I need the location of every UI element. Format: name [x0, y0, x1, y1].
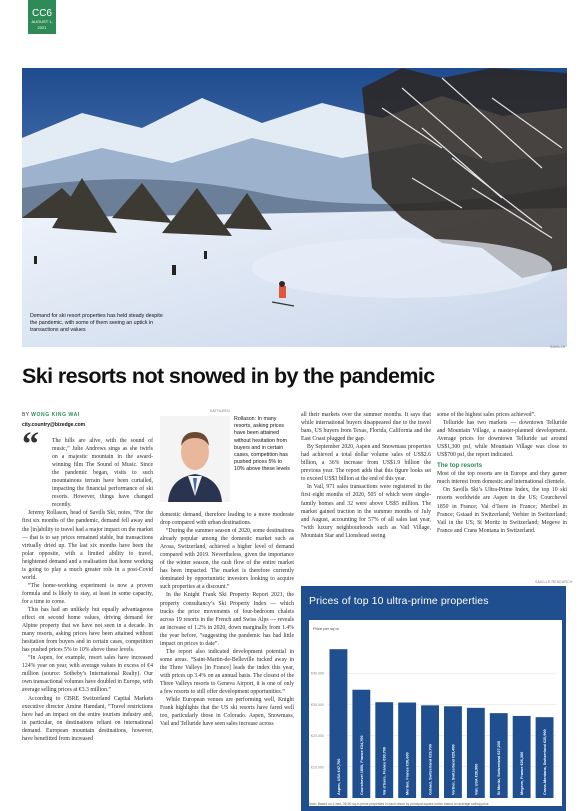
bar-chart — [309, 620, 562, 806]
y-tick-label: €20,000 — [311, 734, 324, 739]
paragraph: By September 2020, Aspen and Snowmass properties had achieved a total dollar volume sales of US$2.6 billion, a 36% increase from US$1.9 billion the previous year. The report adds that this figure looks set to exceed US$3 billion at the end of this year. — [301, 444, 431, 483]
photo-credit: SAVILLS — [550, 345, 566, 349]
page-tag — [28, 0, 56, 34]
bar-label: Megeve, France €26,300 — [520, 751, 525, 795]
column-1 — [22, 437, 153, 743]
byline-author: WONG KING WAI — [31, 412, 80, 418]
paragraph: The report also indicated development potential in some areas. “Saint-Martin-de-Belleville tucked away in the Three Valleys [in France] leads the index this year, with prices up 3.4% on an annual basis. The closest of the Three Valleys resorts to Geneva Airport, it is one of only a few resorts to still offer development opportunities.” — [160, 648, 294, 696]
paragraph: In Vail, 971 sales transactions were registered in the first eight months of 2020, 505 of which were single-family homes and 32 were above US$5 million. The market gained traction in the summer months of July and August, accounting for 57% of all sales last year, “with luxury neighbourhoods such as Vail Village, Mountain Star and Lionshead seeing — [301, 484, 431, 539]
paragraph: This has had an unlikely but equally advantageous effect on second home values, driving demand for Alpine property that we have not seen in a decade. In many resorts, asking prices have been attained without hesitation from buyers and in certain cases, competition has pushed prices 5% to 10% above these levels. — [22, 606, 153, 654]
chart-title: Prices of top 10 ultra-prime properties — [309, 595, 489, 607]
bar-label: Aspen, USA €47,700 — [336, 758, 341, 795]
paragraph: The hills are alive, with the sound of music,” Julie Andrews sings as she twirls on a majestic mountain in the award-winning film The Sound of Music. Since the pandemic began, visits to such mountainous terrain have been curtailed, impacting the financial performance of ski resorts. However, things have changed recently. — [52, 438, 153, 509]
column-2 — [160, 511, 294, 728]
ski-resort-photo — [22, 68, 567, 347]
chart-credit: SAVILLS RESEARCH — [535, 580, 573, 584]
chart-note: Note: Based on 4-bed, 35-50 sq m prime properties in each resort by principal square metre based on average selling price — [309, 802, 489, 806]
column-4 — [437, 411, 567, 535]
bar-label: Courchevel 1850, France €34,700 — [359, 735, 364, 795]
y-tick-label: €30,000 — [311, 702, 324, 707]
byline-prefix: BY — [22, 412, 32, 418]
bar-label: Vail, USA €28,900 — [474, 763, 479, 795]
bar-label: Crans-Montana, Switzerland €25,900 — [542, 729, 547, 795]
pull-quote: Rollason: In many resorts, asking prices have been attained without hesitation from buyers and in certain cases, competition has pushed prices 5% to 10% above these levels — [234, 416, 290, 473]
page-date: AUGUST 1, 2021 — [31, 19, 53, 30]
page-code: CC6 — [31, 8, 52, 19]
paragraph: According to CBRE Switzerland Capital Markets executive director Amine Hamdani, “Travel restrictions have had an impact on the entire tourism industry and, in particular, on destinations reliant on international demand. European mountain destinations, however, have benefitted from increased — [22, 695, 153, 742]
paragraph: Telluride has two markets — downtown Telluride and Mountain Village, a master-planned development. Average prices for downtown Telluride sat around US$1,300 psf, while Mountain Village was close to US$700 psf, the report indicated. — [437, 420, 567, 459]
y-tick-label: €40,000 — [311, 671, 324, 676]
portrait-credit: KATHLEEN — [210, 409, 230, 413]
article-headline: Ski resorts not snowed in by the pandemic — [22, 364, 435, 388]
paragraph: On Savills Ski’s Ultra-Prime Index, the top 10 ski resorts worldwide are Aspen in the US; Courchevel 1850 in France; Val d’Isere in France; Meribel in France; Gstaad in Switzerland; Verbier in Switzerland; Vail in the US; St Moritz in Switzerland; Megeve in France and Crans Montana in Switzerland. — [437, 487, 567, 534]
bar-label: St Moritz, Switzerland €27,200 — [497, 740, 502, 795]
paragraph: In the Knight Frank Ski Property Report 2021, the property consultancy’s Ski Property Index — which tracks the price movements of four-bedroom chalets across 19 resorts in the French and Swiss Alps — reveals an increase of 1.2% in 2020, down marginally from 1.4% the year before, “suggesting the pandemic has had little impact on prices to date”. — [160, 592, 294, 647]
paragraph: “In Aspen, for example, resort sales have increased 124% year on year, with average values in excess of €4 million (source: Sotheby’s International Realty). Our own transactional volumes have doubled in Europe, with average selling prices at €3.3 million.” — [22, 655, 153, 694]
chart-panel — [309, 620, 562, 806]
paragraph: “During the summer season of 2020, some destinations already popular among the domestic market such as Arosa, Switzerland, achieved a higher level of demand compared with 2019. Nevertheless, given the importance of the winter season, the cash flow of the entire market has been impacted. The market is therefore currently dominated by opportunistic investors looking to acquire such properties at a discount.” — [160, 528, 294, 591]
paragraph: some of the highest sales prices achieved”. — [437, 412, 536, 418]
paragraph: all their markets over the summer months. It says that while international buyers disappeared due to the travel bans, US buyers from Texas, Florida, California and the East Coast plugged the gap. — [301, 412, 431, 443]
portrait-photo — [160, 416, 230, 502]
photo-caption: Demand for ski resort properties has held steady despite the pandemic, with some of them seeing an uptick in transactions and values — [30, 313, 163, 333]
paragraph: domestic demand, therefore leading to a more moderate drop compared with urban destinations. — [160, 512, 294, 527]
open-quote-icon: “ — [22, 426, 39, 463]
paragraph: “The home-working experiment is now a proven formula and is likely to stay, at least in some capacity, for a time to come. — [22, 582, 153, 605]
byline — [22, 412, 80, 418]
y-tick-label: €10,000 — [311, 765, 324, 770]
portrait-illustration — [160, 416, 230, 502]
bar-label: Gstaad, Switzerland €29,700 — [428, 744, 433, 795]
paragraph: Jeremy Rollason, head of Savills Ski, notes, “For the first six months of the pandemic, demand fell away and the [in]ability to travel had a major impact on the market — that is to say prices remained stable, but transactions virtually dried up. The last six months have been the polar opposite, with a limited ability to travel, heightened demand and a realisation that home working is going to play a much greater role in a post-Covid world. — [22, 510, 153, 581]
chart-container — [301, 586, 566, 811]
bar-label: Val d'Isere, France €30,700 — [382, 747, 387, 795]
bar-label: Meribel, France €30,600 — [405, 752, 410, 795]
y-axis-label: Price per sq m — [313, 626, 339, 631]
paragraph: While European venues are performing well, Knight Frank highlights that the US ski resorts have fared well too, particularly those in Colorado. Aspen, Snowmass, Vail and Telluride have seen sales increase across — [160, 697, 294, 728]
bar-label: Verbier, Switzerland €29,400 — [451, 744, 456, 795]
paragraph: Most of the top resorts are in Europe and they garner much interest from domestic and international clientele. — [437, 471, 567, 486]
column-3 — [301, 411, 431, 540]
subheading: The top resorts — [437, 462, 483, 470]
author-email: city.country@bizedge.com — [22, 422, 86, 428]
ski-slope-illustration — [22, 68, 567, 347]
